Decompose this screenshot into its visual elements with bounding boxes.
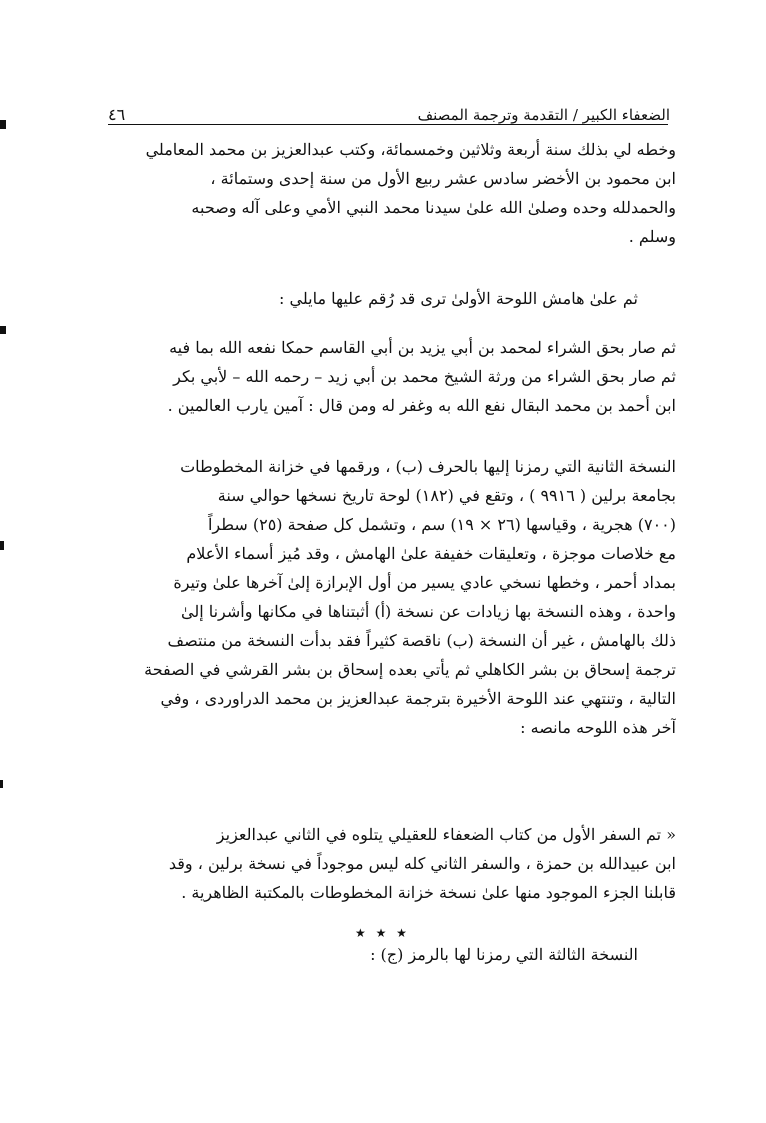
text-line: ترجمة إسحاق بن بشر الكاهلي ثم يأتي بعده إسحاق بن بشر القرشي في الصفحة	[144, 660, 676, 679]
paragraph-second-copy	[92, 452, 676, 742]
running-title: الضعفاء الكبير / التقدمة وترجمة المصنف	[417, 106, 670, 124]
text-line: ابن أحمد بن محمد البقال نفع الله به وغفر له ومن قال : آمين يارب العالمين .	[167, 396, 676, 415]
text-line: النسخة الثالثة التي رمزنا لها بالرمز (ج) :	[370, 945, 638, 964]
text-line: وخطه لي بذلك سنة أربعة وثلاثين وخمسمائة، وكتب عبدالعزيز بن محمد المعاملي	[145, 140, 676, 159]
running-header	[108, 98, 670, 124]
paragraph-quote	[92, 820, 676, 907]
section-separator: ★ ★ ★	[355, 926, 410, 940]
text-line: قابلنا الجزء الموجود منها علىٰ نسخة خزانة المخطوطات بالمكتبة الظاهرية .	[181, 883, 676, 902]
text-line: ذلك بالهامش ، غير أن النسخة (ب) ناقصة كثيراً فقد بدأت النسخة من منتصف	[167, 631, 676, 650]
header-rule	[108, 124, 668, 125]
paragraph-third-copy	[92, 940, 638, 969]
text-line: ثم صار بحق الشراء من ورثة الشيخ محمد بن أبي زيد – رحمه الله – لأبي بكر	[173, 367, 676, 386]
scan-mark	[0, 326, 6, 334]
text-line: (٧٠٠) هجرية ، وقياسها (٢٦ × ١٩) سم ، وتشمل كل صفحة (٢٥) سطراً	[207, 515, 676, 534]
paragraph-colophon	[92, 135, 676, 251]
text-line: التالية ، وتنتهي عند اللوحة الأخيرة بترجمة عبدالعزيز بن محمد الدراوردى ، وفي	[160, 689, 676, 708]
text-line: ثم صار بحق الشراء لمحمد بن أبي يزيد بن أبي القاسم حمكا نفعه الله بما فيه	[169, 338, 676, 357]
text-line: آخر هذه اللوحه مانصه :	[520, 718, 676, 737]
paragraph-ownership	[92, 333, 676, 420]
scan-mark	[0, 541, 4, 550]
text-line: والحمدلله وحده وصلىٰ الله علىٰ سيدنا محمد النبي الأمي وعلى آله وصحبه	[191, 198, 676, 217]
text-line: مع خلاصات موجزة ، وتعليقات خفيفة علىٰ الهامش ، وقد مُيز أسماء الأعلام	[186, 544, 676, 563]
text-line: بجامعة برلين ( ٩٩١٦ ) ، وتقع في (١٨٢) لوحة تاريخ نسخها حوالي سنة	[217, 486, 676, 505]
scan-mark	[0, 780, 3, 788]
text-line: « تم السفر الأول من كتاب الضعفاء للعقيلي يتلوه في الثاني عبدالعزيز	[216, 825, 676, 844]
text-line: ابن عبيدالله بن حمزة ، والسفر الثاني كله ليس موجوداً في نسخة برلين ، وقد	[168, 854, 676, 873]
scan-mark	[0, 120, 6, 129]
page-number: ٤٦	[108, 105, 126, 124]
text-line: بمداد أحمر ، وخطها نسخي عادي يسير من أول الإبرازة إلىٰ آخرها علىٰ وتيرة	[173, 573, 676, 592]
text-line: ابن محمود بن الأخضر سادس عشر ربيع الأول من سنة إحدى وستمائة ،	[210, 169, 676, 188]
text-line: النسخة الثانية التي رمزنا إليها بالحرف (ب) ، ورقمها في خزانة المخطوطات	[180, 457, 676, 476]
text-line: واحدة ، وهذه النسخة بها زيادات عن نسخة (أ) أثبتناها في مكانها وأشرنا إلىٰ	[180, 602, 676, 621]
text-line: ثم علىٰ هامش اللوحة الأولىٰ ترى قد رُقم عليها مايلي :	[279, 289, 638, 308]
text-line: وسلم .	[628, 227, 676, 246]
paragraph-margin-note	[92, 284, 638, 313]
